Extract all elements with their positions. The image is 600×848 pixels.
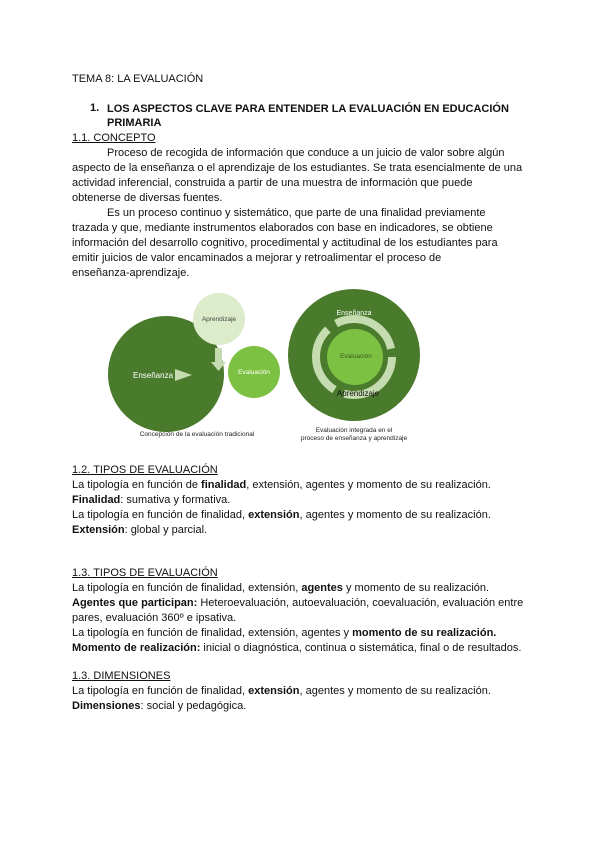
text-line: Finalidad: sumativa y formativa. xyxy=(72,494,231,506)
section-title-concepto: 1.1. CONCEPTO xyxy=(72,132,156,144)
paragraph-line: enseñanza-aprendizaje. xyxy=(72,267,190,279)
left-ensenanza-label: Enseñanza xyxy=(132,371,174,380)
text-line: pares, evaluación 360º e ipsativa. xyxy=(72,612,237,624)
paragraph-line: obtenerse de diversas fuentes. xyxy=(72,192,223,204)
text-line: La tipología en función de finalidad, extensión, agentes y momento de su realización. xyxy=(72,627,497,639)
paragraph-line: Proceso de recogida de información que conduce a un juicio de valor sobre algún xyxy=(107,147,505,159)
paragraph-line: información del desarrollo cognitivo, procedimental y actitudinal de los estudiantes para xyxy=(72,237,498,249)
paragraph-line: trazada y que, mediante instrumentos elaborados con base en indicadores, se obtiene xyxy=(72,222,493,234)
text-line: Agentes que participan: Heteroevaluación, autoevaluación, coevaluación, evaluación entre xyxy=(72,597,524,609)
heading-line-2: PRIMARIA xyxy=(107,117,162,129)
text-line: Dimensiones: social y pedagógica. xyxy=(72,700,247,712)
text-line: La tipología en función de finalidad, extensión, agentes y momento de su realización. xyxy=(72,479,491,491)
right-caption-line-2: proceso de enseñanza y aprendizaje xyxy=(300,435,408,442)
left-caption: Concepción de la evaluación tradicional xyxy=(139,431,255,438)
arrow-shaft xyxy=(215,348,222,362)
paragraph-line: Es un proceso continuo y sistemático, que parte de una finalidad previamente xyxy=(107,207,486,219)
paragraph-line: actividad inferencial, construida a partir de una muestra de información que puede xyxy=(72,177,473,189)
text-line: La tipología en función de finalidad, extensión, agentes y momento de su realización. xyxy=(72,685,491,697)
section-title-tipos-2: 1.3. TIPOS DE EVALUACIÓN xyxy=(72,567,218,579)
left-evaluacion-label: Evaluación xyxy=(238,369,270,376)
text-line: Momento de realización: inicial o diagnóstica, continua o sistemática, final o de resultados. xyxy=(72,642,522,654)
document-title: TEMA 8: LA EVALUACIÓN xyxy=(72,73,204,85)
right-aprendizaje-label: Aprendizaje xyxy=(336,389,380,398)
section-title-tipos-1: 1.2. TIPOS DE EVALUACIÓN xyxy=(72,464,218,476)
text-line: Extensión: global y parcial. xyxy=(72,524,208,536)
heading-number: 1. xyxy=(90,102,100,114)
right-ensenanza-label: Enseñanza xyxy=(336,310,372,317)
right-caption-line-1: Evaluación integrada en el xyxy=(315,427,393,434)
right-evaluacion-label: Evaluación xyxy=(340,353,372,360)
section-title-dimensiones: 1.3. DIMENSIONES xyxy=(72,670,171,682)
text-line: La tipología en función de finalidad, extensión, agentes y momento de su realización. xyxy=(72,582,490,594)
left-aprendizaje-label: Aprendizaje xyxy=(201,316,237,323)
paragraph-line: emitir juicios de valor encaminados a mejorar y retroalimentar el proceso de xyxy=(72,252,442,264)
text-line: La tipología en función de finalidad, extensión, agentes y momento de su realización. xyxy=(72,509,491,521)
heading-line-1: LOS ASPECTOS CLAVE PARA ENTENDER LA EVALUACIÓN EN EDUCACIÓN xyxy=(107,103,509,115)
paragraph-line: aspecto de la enseñanza o el aprendizaje de los estudiantes. Se trata esencialmente de una xyxy=(72,162,523,174)
